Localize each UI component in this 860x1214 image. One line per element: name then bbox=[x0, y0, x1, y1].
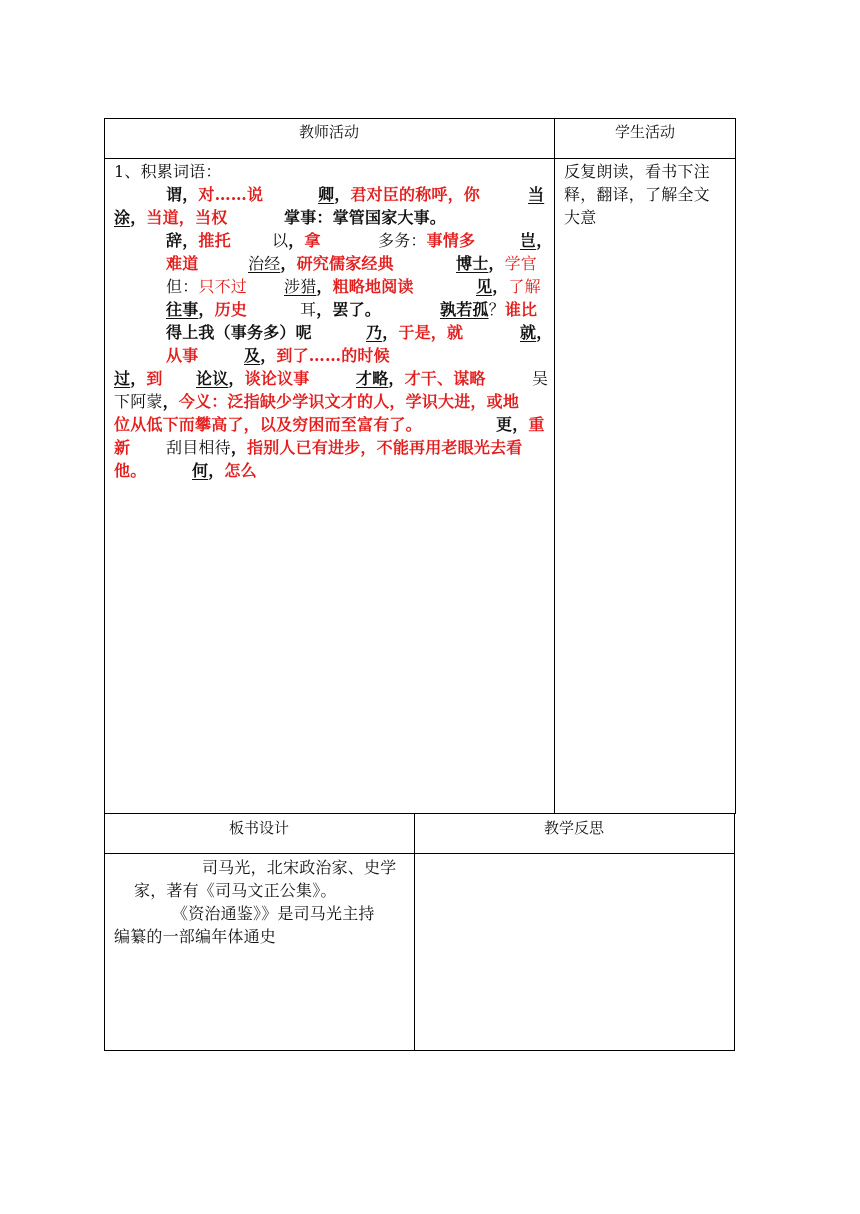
vocab-gloss: 到了……的时候 bbox=[276, 346, 390, 365]
vocab-sep: ： bbox=[316, 208, 333, 227]
bottom-table-border-bottom bbox=[104, 1050, 735, 1051]
bottom-table-column-divider bbox=[414, 813, 415, 1051]
student-text-line: 大意 bbox=[564, 208, 597, 227]
vocab-word: 涉猎 bbox=[284, 277, 317, 296]
vocab-gloss: 怎么 bbox=[224, 461, 257, 480]
vocab-gloss: 推托 bbox=[198, 231, 231, 250]
vocab-sep: ， bbox=[316, 300, 333, 319]
section-title: 1、积累词语： bbox=[114, 162, 222, 181]
vocab-gloss-part: 重 bbox=[528, 415, 545, 434]
vocab-word: 但 bbox=[166, 277, 183, 296]
vocab-gloss: 了解 bbox=[508, 277, 541, 296]
vocab-sep: ， bbox=[182, 231, 199, 250]
vocab-sep: ： bbox=[182, 277, 199, 296]
vocab-word: 往事 bbox=[166, 300, 199, 319]
vocab-sep: ， bbox=[260, 346, 277, 365]
vocab-word-part: 吴 bbox=[532, 369, 549, 388]
top-table-border-right bbox=[735, 118, 736, 814]
student-text-line: 释，翻译，了解全文 bbox=[564, 185, 710, 204]
vocab-word: 辞 bbox=[166, 231, 183, 250]
vocab-word-part: 当 bbox=[528, 185, 545, 204]
vocab-word: 卿 bbox=[318, 185, 335, 204]
vocab-gloss: 历史 bbox=[214, 300, 248, 319]
top-table-border-left bbox=[104, 118, 105, 814]
vocab-sep: ， bbox=[512, 415, 529, 434]
vocab-word: 掌事 bbox=[284, 208, 317, 227]
top-table-header-divider bbox=[104, 158, 736, 159]
vocab-word: 治经 bbox=[248, 254, 281, 273]
board-text-line: 编纂的一部编年体通史 bbox=[114, 927, 277, 946]
top-table-border-top bbox=[104, 118, 736, 119]
vocab-word: 刮目相待 bbox=[166, 438, 231, 457]
teacher-activity-header: 教师活动 bbox=[298, 123, 359, 141]
bottom-table-border-right bbox=[734, 813, 735, 1051]
vocab-gloss: 学官 bbox=[504, 254, 538, 273]
vocab-sep: ， bbox=[536, 323, 553, 342]
vocab-word: 多务 bbox=[378, 231, 411, 250]
bottom-table-border-left bbox=[104, 813, 105, 1051]
vocab-sep: ， bbox=[288, 231, 305, 250]
board-text-line: 《资治通鉴》》是司马光主持 bbox=[172, 904, 375, 923]
vocab-sep: ， bbox=[130, 208, 147, 227]
vocab-gloss: 罢了。 bbox=[332, 300, 382, 319]
vocab-gloss: 拿 bbox=[304, 231, 321, 250]
vocab-sep: ， bbox=[536, 231, 553, 250]
vocab-word: 岂 bbox=[520, 231, 537, 250]
student-text-line: 反复朗读，看书下注 bbox=[564, 162, 710, 181]
vocab-sep: ， bbox=[488, 254, 505, 273]
vocab-word: 博士 bbox=[456, 254, 489, 273]
vocab-sep: ， bbox=[162, 392, 179, 411]
vocab-gloss: 当道，当权 bbox=[146, 208, 228, 227]
bottom-table-header-divider bbox=[104, 853, 735, 854]
vocab-gloss: 君对臣的称呼，你 bbox=[350, 185, 481, 204]
vocab-sep: ， bbox=[492, 277, 509, 296]
vocab-word-part: 下阿蒙 bbox=[114, 392, 163, 411]
vocab-sep: ， bbox=[228, 369, 245, 388]
vocab-word: 论议 bbox=[196, 369, 229, 388]
vocab-word: 以 bbox=[272, 231, 289, 250]
vocab-gloss: 从事 bbox=[166, 346, 199, 365]
board-text-line: 司马光，北宋政治家、史学 bbox=[202, 858, 397, 877]
vocab-sep: ， bbox=[130, 369, 147, 388]
vocab-word: 才略 bbox=[356, 369, 389, 388]
vocab-gloss-part: 谁比 bbox=[504, 300, 538, 319]
vocab-gloss: 才干、谋略 bbox=[404, 369, 486, 388]
vocab-gloss-part: 新 bbox=[114, 438, 131, 457]
board-text-line: 家，著有《司马文正公集》。 bbox=[134, 881, 337, 900]
vocab-gloss: 难道 bbox=[166, 254, 199, 273]
vocab-gloss: 研究儒家经典 bbox=[296, 254, 394, 273]
vocab-word-part: 涂 bbox=[114, 208, 131, 227]
board-design-content bbox=[114, 856, 410, 1046]
vocab-gloss: 事情多 bbox=[426, 231, 476, 250]
vocab-sep: ， bbox=[208, 461, 225, 480]
vocab-sep: ， bbox=[182, 185, 199, 204]
vocab-sep: ， bbox=[198, 300, 215, 319]
vocab-gloss-part: 他。 bbox=[114, 461, 147, 480]
vocab-word: 孰若孤 bbox=[440, 300, 489, 319]
vocab-sep: ， bbox=[388, 369, 405, 388]
table-divider bbox=[104, 813, 736, 814]
vocab-word: 过 bbox=[114, 369, 131, 388]
vocab-sep: ， bbox=[334, 185, 351, 204]
vocab-word: 何 bbox=[192, 461, 209, 480]
vocab-word: 见 bbox=[476, 277, 493, 296]
teaching-reflection-content bbox=[420, 856, 730, 1046]
vocab-word: 耳 bbox=[300, 300, 317, 319]
board-design-header: 板书设计 bbox=[228, 819, 289, 837]
vocab-gloss-part: 得上我（事务多）呢 bbox=[166, 323, 312, 342]
vocab-gloss: 对……说 bbox=[198, 185, 264, 204]
vocab-word: 就 bbox=[520, 323, 537, 342]
vocab-word: 更 bbox=[496, 415, 513, 434]
vocab-sep: ， bbox=[230, 438, 248, 457]
vocab-word: 谓 bbox=[166, 185, 183, 204]
vocab-gloss-part: 今义：泛指缺少学识文才的人，学识大进，或地 bbox=[178, 392, 520, 411]
vocab-gloss: 掌管国家大事。 bbox=[332, 208, 447, 227]
vocab-gloss-part: 指别人已有进步，不能再用老眼光去看 bbox=[247, 438, 523, 457]
vocab-gloss: 谈论议事 bbox=[244, 369, 310, 388]
vocab-sep: ： bbox=[410, 231, 427, 250]
student-activity-header: 学生活动 bbox=[614, 123, 675, 141]
student-activity-content bbox=[564, 160, 734, 229]
vocab-sep: ， bbox=[280, 254, 297, 273]
top-table-column-divider bbox=[554, 118, 555, 814]
vocab-gloss: 于是，就 bbox=[398, 323, 464, 342]
teaching-reflection-header: 教学反思 bbox=[543, 819, 604, 837]
vocab-gloss: 到 bbox=[146, 369, 163, 388]
teacher-activity-content bbox=[114, 160, 553, 490]
vocab-sep: ， bbox=[316, 277, 333, 296]
vocab-gloss-part: 位从低下而攀高了，以及穷困而至富有了。 bbox=[114, 415, 422, 434]
vocab-word: 乃 bbox=[366, 323, 383, 342]
vocab-gloss: 只不过 bbox=[198, 277, 248, 296]
vocab-word: 及 bbox=[244, 346, 261, 365]
vocab-gloss: 粗略地阅读 bbox=[332, 277, 414, 296]
vocab-sep: ， bbox=[382, 323, 399, 342]
vocab-sep: ？ bbox=[488, 300, 505, 319]
